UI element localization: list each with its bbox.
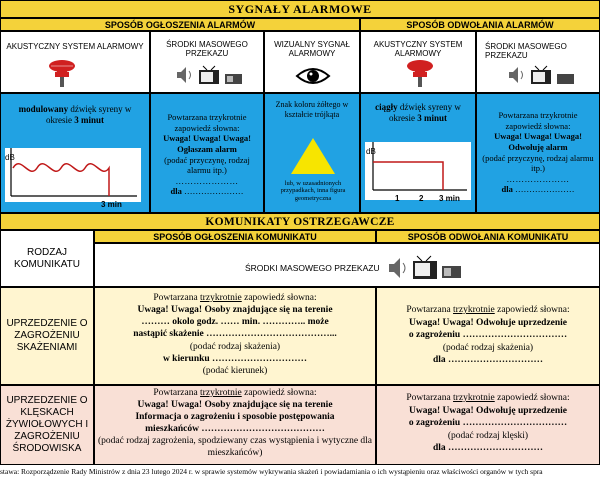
- speaker-tv-radio-icon: [175, 64, 245, 86]
- alarm-cancel-header: SPOSÓB ODWOŁANIA ALARMÓW: [360, 18, 600, 31]
- continuous-siren-graph: [363, 138, 473, 208]
- row2-announce: Powtarzana trzykrotnie zapowiedź słowna: Uwaga! Uwaga! Osoby znajdujące się na terenie Informacja o zagrożeniu i sposobie postępowania mieszkańców ………………………………… (podać rodzaj zagrożenia, spodziewany czas wystąpienia i wytyczne dla mieszkańców): [94, 385, 376, 465]
- row1-cancel: Powtarzana trzykrotnie zapowiedź słowna: Uwaga! Uwaga! Odwołuje uprzedzenie o zagrożeniu …………………………… (podać rodzaj skażenia) dla …………………………: [376, 287, 600, 385]
- col-media: ŚRODKI MASOWEGO PRZEKAZU: [150, 31, 264, 93]
- col-acoustic-2: AKUSTYCZNY SYSTEM ALARMOWY: [360, 31, 476, 93]
- comm-cancel-header: SPOSÓB ODWOŁANIA KOMUNIKATU: [376, 230, 600, 243]
- svg-text:3 min: 3 min: [439, 194, 460, 203]
- page-title: SYGNAŁY ALARMOWE: [0, 0, 600, 18]
- eye-icon: [295, 65, 331, 87]
- col-acoustic: AKUSTYCZNY SYSTEM ALARMOWY: [0, 31, 150, 93]
- siren-icon: [47, 58, 77, 90]
- svg-text:dB: dB: [5, 153, 15, 162]
- row1-label: UPRZEDZENIE O ZAGROŻENIU SKAŻENIAMI: [0, 287, 94, 385]
- svg-text:dB: dB: [366, 147, 376, 156]
- announce-media-cell: Powtarzana trzykrotnie zapowiedź słowna: Uwaga! Uwaga! Uwaga! Ogłaszam alarm (podać przyczynę, rodzaj alarmu itp.) ………………… dla …………………: [150, 93, 264, 213]
- announce-acoustic-cell: modulowany dźwięk syreny w okresie 3 minut dB 3 min: [0, 93, 150, 213]
- visual-signal-cell: Znak koloru żółtego w kształcie trójkąta lub, w uzasadnionych przypadkach, inna figura geometryczna: [264, 93, 360, 213]
- comm-title: KOMUNIKATY OSTRZEGAWCZE: [0, 213, 600, 230]
- svg-text:3 min: 3 min: [101, 200, 122, 209]
- speaker-tv-radio-icon-2: [507, 64, 577, 86]
- footer-source: stawa: Rozporządzenie Rady Ministrów z dnia 23 lutego 2024 r. w sprawie systemów wykrywania skażeń i powiadamiania o ich wystąpieniu oraz właściwości organów w tych spra: [0, 467, 543, 476]
- col-visual: WIZUALNY SYGNAŁ ALARMOWY: [264, 31, 360, 93]
- alarm-announce-header: SPOSÓB OGŁOSZENIA ALARMÓW: [0, 18, 360, 31]
- comm-row-label-header: RODZAJ KOMUNIKATU: [0, 230, 94, 287]
- cancel-acoustic-cell: ciągły dźwięk syreny w okresie 3 minut dB 1 2 3 min: [360, 93, 476, 213]
- speaker-tv-radio-icon-3: [387, 254, 463, 282]
- comm-media-header: ŚRODKI MASOWEGO PRZEKAZU: [94, 243, 600, 287]
- comm-announce-header: SPOSÓB OGŁOSZENIA KOMUNIKATU: [94, 230, 376, 243]
- siren-icon-2: [405, 58, 435, 90]
- col-media-2: ŚRODKI MASOWEGO PRZEKAZU: [476, 31, 600, 93]
- row2-cancel: Powtarzana trzykrotnie zapowiedź słowna: Uwaga! Uwaga! Odwołuję uprzedzenie o zagrożeniu …………………………… (podać rodzaj klęski) dla …………………………: [376, 385, 600, 465]
- row1-announce: Powtarzana trzykrotnie zapowiedź słowna: Uwaga! Uwaga! Osoby znajdujące się na terenie ……… okolo godz. …… min. ………….. może nastąpić skażenie …………………………………... (podać rodzaj skażenia) w kierunku ………………………… (podać kierunek): [94, 287, 376, 385]
- svg-text:2: 2: [419, 194, 424, 203]
- row2-label: UPRZEDZENIE O KLĘSKACH ŻYWIOŁOWYCH I ZAGROŻENIU ŚRODOWISKA: [0, 385, 94, 465]
- svg-text:1: 1: [395, 194, 400, 203]
- modulated-siren-graph: [3, 144, 143, 210]
- cancel-media-cell: Powtarzana trzykrotnie zapowiedź słowna: Uwaga! Uwaga! Uwaga! Odwołuję alarm (podać przyczynę, rodzaj alarmu itp.) ………………… dla …………………: [476, 93, 600, 213]
- yellow-triangle-icon: [289, 136, 337, 176]
